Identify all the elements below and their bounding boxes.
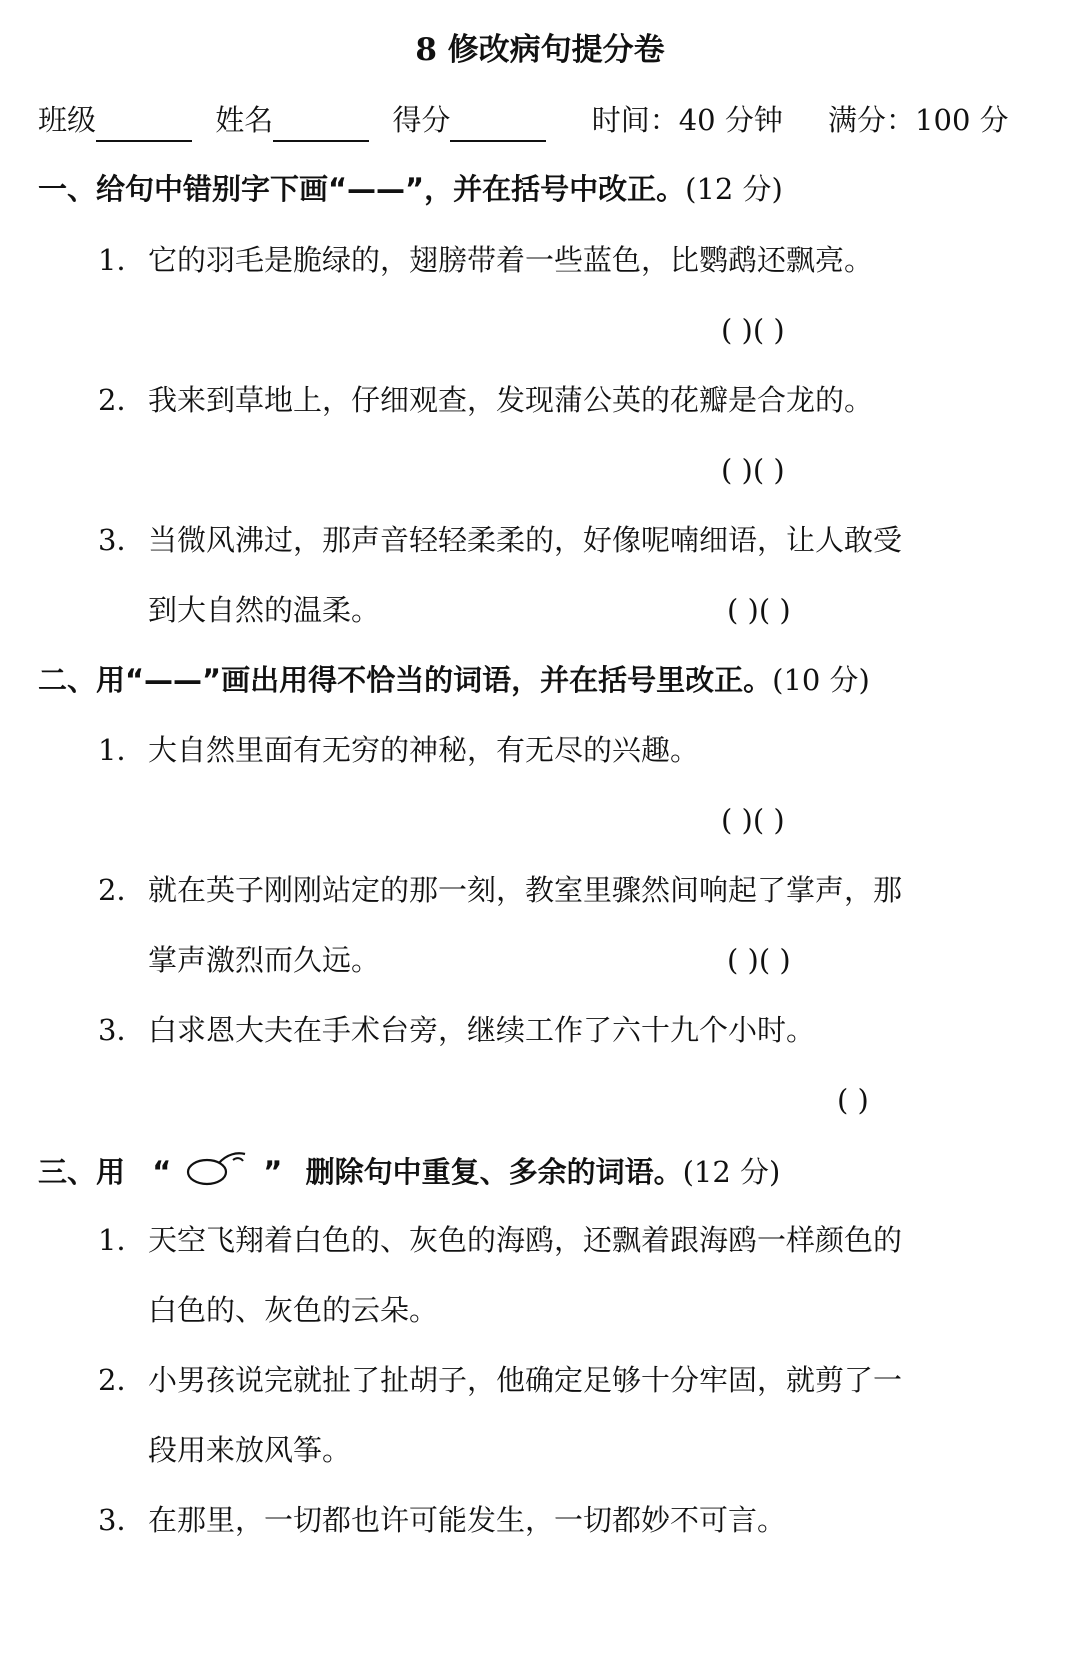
section1-heading (38, 167, 783, 211)
section1-q1 (98, 238, 873, 282)
full-score-label: 满分：100 分 (828, 103, 1009, 137)
section1-q3 (98, 518, 902, 562)
question-text: 它的羽毛是脆绿的，翅膀带着一些蓝色，比鹦鹉还飘亮。 (148, 243, 874, 277)
question-number: 1． (98, 733, 146, 767)
question-number: 2． (98, 383, 146, 417)
question-continuation: 段用来放风筝。 (148, 1433, 352, 1467)
question-text: 当微风沸过，那声音轻轻柔柔的，好像呢喃细语，让人敢受 (148, 523, 903, 557)
quote-close: ” (263, 1155, 283, 1189)
question-text: 大自然里面有无穷的神秘，有无尽的兴趣。 (148, 733, 700, 767)
score-blank[interactable] (450, 112, 546, 142)
answer-parens[interactable]: ( )( ) (727, 943, 791, 977)
section2-q3 (98, 1008, 815, 1052)
question-number: 1． (98, 243, 146, 277)
section3-title-post: 删除句中重复、多余的词语。 (305, 1155, 683, 1189)
question-number: 1． (98, 1223, 146, 1257)
question-text: 小男孩说完就扯了扯胡子，他确定足够十分牢固，就剪了一 (148, 1363, 903, 1397)
section1-title: 一、给句中错别字下画“——”，并在括号中改正。 (38, 172, 686, 206)
question-text: 在那里，一切都也许可能发生，一切都妙不可言。 (148, 1503, 787, 1537)
question-number: 3． (98, 1503, 146, 1537)
section3-heading (38, 1148, 780, 1200)
question-text: 就在英子刚刚站定的那一刻，教室里骤然间响起了掌声，那 (148, 873, 903, 907)
section1-points: (12 分) (685, 172, 783, 206)
score-label: 得分 (392, 103, 451, 137)
question-continuation: 到大自然的温柔。 (148, 593, 381, 627)
answer-parens[interactable]: ( )( ) (727, 593, 791, 627)
question-continuation: 白色的、灰色的云朵。 (148, 1293, 439, 1327)
section3-q1 (98, 1218, 902, 1262)
section2-points: (10 分) (772, 663, 870, 697)
answer-parens[interactable]: ( )( ) (721, 313, 785, 347)
time-label: 时间：40 分钟 (591, 103, 783, 137)
page-title: 8 修改病句提分卷 (415, 32, 665, 68)
name-blank[interactable] (273, 112, 369, 142)
name-label: 姓名 (215, 103, 274, 137)
question-text: 白求恩大夫在手术台旁，继续工作了六十九个小时。 (148, 1013, 816, 1047)
section2-q1 (98, 728, 699, 772)
section2-heading (38, 658, 870, 702)
question-text: 天空飞翔着白色的、灰色的海鸥，还飘着跟海鸥一样颜色的 (148, 1223, 903, 1257)
question-number: 3． (98, 1013, 146, 1047)
question-number: 2． (98, 873, 146, 907)
section3-points: (12 分) (682, 1155, 781, 1189)
question-continuation: 掌声激烈而久远。 (148, 943, 381, 977)
section3-title-pre: 三、用 (38, 1155, 126, 1189)
answer-parens[interactable]: ( ) (837, 1083, 869, 1117)
section3-q3 (98, 1498, 786, 1542)
answer-parens[interactable]: ( )( ) (721, 453, 785, 487)
section3-q2 (98, 1358, 902, 1402)
answer-parens[interactable]: ( )( ) (721, 803, 785, 837)
class-label: 班级 (38, 103, 97, 137)
delete-mark-icon (185, 1148, 249, 1200)
quote-open: “ (152, 1155, 172, 1189)
class-blank[interactable] (96, 112, 192, 142)
header-info (38, 98, 1009, 142)
section2-title: 二、用“——”画出用得不恰当的词语，并在括号里改正。 (38, 663, 773, 697)
question-text: 我来到草地上，仔细观查，发现蒲公英的花瓣是合龙的。 (148, 383, 874, 417)
question-number: 3． (98, 523, 146, 557)
question-number: 2． (98, 1363, 146, 1397)
section2-q2 (98, 868, 902, 912)
section1-q2 (98, 378, 873, 422)
